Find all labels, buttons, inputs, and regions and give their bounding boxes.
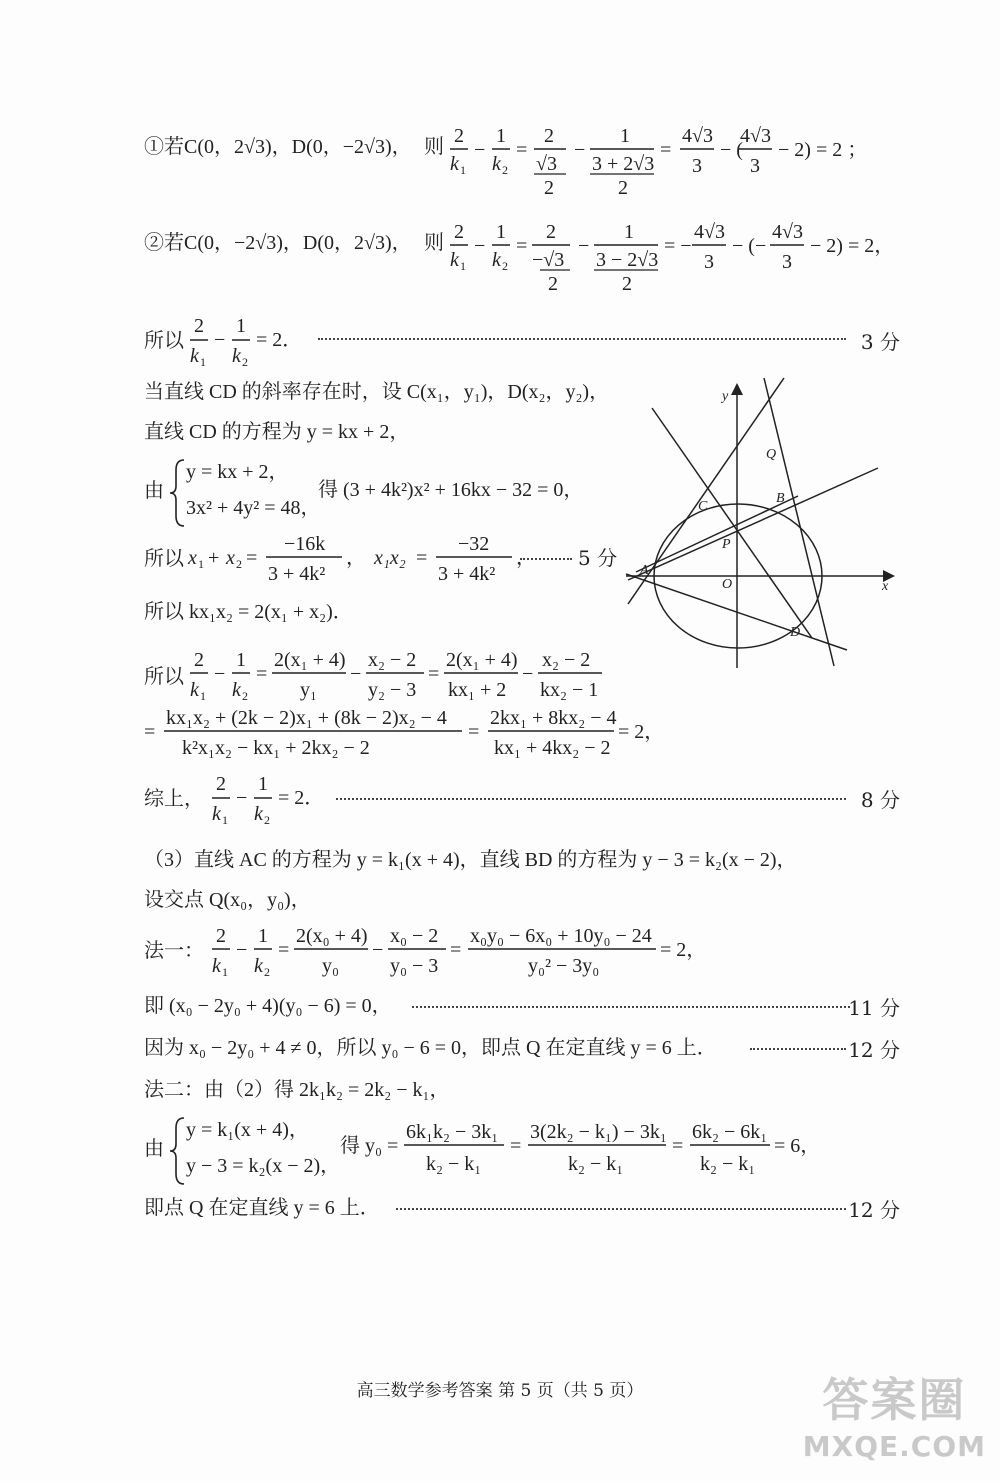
- svg-text:2: 2: [194, 649, 204, 671]
- svg-text:k₂ − k₁: k₂ − k₁: [426, 1153, 482, 1175]
- vieta-score: 5 分: [578, 546, 618, 570]
- label-x: x: [882, 579, 889, 594]
- svg-text:1: 1: [222, 965, 228, 979]
- summary-leader-dots: [336, 798, 846, 800]
- vieta-leader-dots: [520, 558, 572, 560]
- svg-text:得 y₀ =: 得 y₀ =: [340, 1135, 399, 1157]
- slope-exists-text: 当直线 CD 的斜率存在时，设 C(x₁，y₁)，D(x₂，y₂)，: [144, 381, 610, 403]
- svg-text:1: 1: [460, 163, 466, 177]
- svg-text:−: −: [578, 235, 590, 257]
- svg-text:kx₁x₂ + (2k − 2)x₁ + (8k − 2)x: kx₁x₂ + (2k − 2)x₁ + (8k − 2)x₂ − 4: [166, 707, 447, 729]
- svg-text:= 6，: = 6，: [774, 1135, 821, 1157]
- method2-by: 由: [144, 1136, 164, 1160]
- svg-text:=: =: [246, 547, 258, 569]
- method1-formula: [210, 918, 730, 978]
- svg-text:k: k: [254, 955, 263, 977]
- svg-text:− 2) = 2，: − 2) = 2，: [810, 235, 895, 257]
- svg-text:=: =: [144, 721, 156, 743]
- svg-text:2: 2: [454, 221, 464, 243]
- method1-because-dots: [750, 1048, 846, 1050]
- svg-text:= 2．: = 2．: [256, 329, 303, 351]
- compute-line1: [188, 642, 608, 702]
- method2-brace: [168, 1116, 188, 1186]
- svg-text:=: =: [416, 547, 428, 569]
- summary-score: 8 分: [860, 788, 900, 812]
- label-y: y: [722, 389, 729, 404]
- svg-text:2: 2: [194, 315, 204, 337]
- svg-text:x: x: [188, 547, 197, 569]
- svg-text:x₂ − 2: x₂ − 2: [368, 649, 417, 671]
- svg-text:1: 1: [258, 773, 268, 795]
- svg-text:=: =: [428, 663, 440, 685]
- page-footer: 高三数学参考答案 第 5 页（共 5 页）: [356, 1381, 644, 1401]
- case2-then: 则: [424, 230, 445, 254]
- so1-leader-dots: [318, 338, 846, 340]
- svg-text:−16k: −16k: [284, 533, 326, 555]
- svg-text:−: −: [350, 663, 362, 685]
- svg-text:2: 2: [544, 125, 554, 147]
- svg-text:2: 2: [242, 355, 248, 369]
- svg-text:2: 2: [544, 177, 554, 199]
- svg-text:−: −: [574, 139, 586, 161]
- method1-factor-score: 11 分: [848, 996, 900, 1020]
- svg-text:k: k: [492, 249, 501, 271]
- svg-text:k: k: [232, 679, 241, 701]
- svg-text:，: ，: [346, 547, 366, 569]
- site-watermark: [803, 1364, 986, 1463]
- svg-text:1: 1: [258, 925, 268, 947]
- svg-text:−: −: [236, 787, 248, 809]
- svg-text:2: 2: [546, 221, 556, 243]
- svg-text:1: 1: [624, 221, 634, 243]
- method2-label: 法二：由（2）得 2k₁k₂ = 2k₂ − k₁，: [144, 1079, 450, 1101]
- svg-text:=: =: [510, 1135, 522, 1157]
- svg-text:= −: = −: [664, 235, 692, 257]
- case1-formula: [448, 118, 888, 198]
- svg-text:3 − 2√3: 3 − 2√3: [596, 249, 659, 271]
- method1-factor: 即 (x₀ − 2y₀ + 4)(y₀ − 6) = 0，: [144, 995, 392, 1017]
- svg-text:k: k: [232, 345, 241, 367]
- svg-text:1: 1: [620, 125, 630, 147]
- part3-line2: 设交点 Q(x₀，y₀)，: [144, 889, 311, 911]
- svg-text:3: 3: [704, 251, 714, 273]
- svg-text:2: 2: [454, 125, 464, 147]
- case1-points: C(0，2√3)，D(0，−2√3)，: [184, 136, 412, 158]
- svg-text:+: +: [208, 547, 220, 569]
- svg-text:6k₁k₂ − 3k₁: 6k₁k₂ − 3k₁: [406, 1121, 499, 1143]
- svg-text:=: =: [516, 139, 528, 161]
- watermark-url: MXQE.COM: [802, 1430, 986, 1463]
- svg-text:，: ，: [516, 547, 536, 569]
- svg-text:4√3: 4√3: [740, 125, 771, 147]
- label-b: B: [776, 491, 785, 506]
- geometry-figure: [622, 378, 898, 678]
- svg-text:− (−: − (−: [732, 235, 767, 257]
- svg-text:−: −: [522, 663, 534, 685]
- vieta-text: 所以: [144, 546, 184, 570]
- case2-expression: [448, 214, 898, 294]
- svg-text:1: 1: [200, 689, 206, 703]
- label-p: P: [722, 537, 731, 552]
- svg-text:x₁x₂: x₁x₂: [374, 547, 406, 569]
- system1-by: 由: [144, 478, 164, 502]
- svg-text:k: k: [450, 153, 459, 175]
- svg-text:−: −: [372, 939, 384, 961]
- svg-text:k₂ − k₁: k₂ − k₁: [568, 1153, 624, 1175]
- method2-leader-dots: [396, 1208, 846, 1210]
- svg-text:3: 3: [692, 155, 702, 177]
- svg-text:1: 1: [200, 355, 206, 369]
- svg-text:−: −: [236, 939, 248, 961]
- svg-text:2: 2: [502, 163, 508, 177]
- label-d: D: [790, 625, 801, 640]
- case1-line: [144, 132, 444, 161]
- label-q: Q: [766, 447, 777, 462]
- case2-points: C(0，−2√3)，D(0，2√3)，: [184, 232, 412, 254]
- svg-text:1: 1: [460, 259, 466, 273]
- method1-label: 法一：: [144, 938, 204, 962]
- svg-text:2(x₁ + 4): 2(x₁ + 4): [446, 649, 518, 671]
- svg-text:x₀y₀ − 6x₀ + 10y₀ − 24: x₀y₀ − 6x₀ + 10y₀ − 24: [470, 925, 652, 947]
- svg-text:−: −: [474, 139, 486, 161]
- svg-text:3: 3: [750, 155, 760, 177]
- svg-text:k₂ − k₁: k₂ − k₁: [700, 1153, 756, 1175]
- svg-text:1: 1: [222, 813, 228, 827]
- svg-text:k: k: [492, 153, 501, 175]
- svg-text:x: x: [226, 547, 235, 569]
- svg-text:kx₁ + 4kx₂ − 2: kx₁ + 4kx₂ − 2: [494, 737, 611, 759]
- svg-text:y₁: y₁: [300, 679, 317, 701]
- method2-conclusion: 即点 Q 在定直线 y = 6 上．: [144, 1197, 380, 1219]
- svg-text:=: =: [278, 939, 290, 961]
- svg-text:k: k: [254, 803, 263, 825]
- svg-text:k: k: [212, 803, 221, 825]
- part3-line1: （3）直线 AC 的方程为 y = k₁(x + 4)，直线 BD 的方程为 y − 3 = k₂(x − 2)，: [144, 849, 797, 871]
- label-a: A: [640, 563, 649, 578]
- svg-text:k: k: [212, 955, 221, 977]
- svg-text:4√3: 4√3: [694, 221, 725, 243]
- svg-text:2(x₁ + 4): 2(x₁ + 4): [274, 649, 346, 671]
- compute-line2: [144, 700, 664, 760]
- svg-text:4√3: 4√3: [772, 221, 803, 243]
- svg-text:1: 1: [496, 125, 506, 147]
- system1-eq1: y = kx + 2，: [186, 461, 289, 483]
- method2-eq1: y = k₁(x + 4)，: [186, 1119, 309, 1141]
- line-bd: [764, 378, 834, 666]
- line-cd-text: 直线 CD 的方程为 y = kx + 2，: [144, 421, 410, 443]
- system1-result: 得 (3 + 4k²)x² + 16kx − 32 = 0，: [318, 479, 584, 501]
- method1-because-score: 12 分: [848, 1038, 900, 1062]
- svg-text:3 + 4k²: 3 + 4k²: [438, 563, 496, 585]
- method2-eq2: y − 3 = k₂(x − 2)，: [186, 1155, 341, 1177]
- svg-text:2: 2: [548, 273, 558, 295]
- svg-text:2: 2: [264, 813, 270, 827]
- svg-text:2: 2: [622, 273, 632, 295]
- system1-eq2: 3x² + 4y² = 48，: [186, 497, 321, 519]
- svg-text:=: =: [660, 139, 672, 161]
- svg-text:= 2，: = 2，: [660, 939, 707, 961]
- svg-text:2: 2: [618, 177, 628, 199]
- line-cd: [652, 408, 812, 638]
- method1-because: 因为 x₀ − 2y₀ + 4 ≠ 0，所以 y₀ − 6 = 0，即点 Q 在定直线 y = 6 上．: [144, 1037, 717, 1059]
- svg-text:− (: − (: [720, 139, 743, 161]
- svg-text:2kx₁ + 8kx₂ − 4: 2kx₁ + 8kx₂ − 4: [490, 707, 617, 729]
- svg-text:x₀ − 2: x₀ − 2: [390, 925, 439, 947]
- svg-text:3(2k₂ − k₁) − 3k₁: 3(2k₂ − k₁) − 3k₁: [530, 1121, 667, 1143]
- case2-formula: [448, 214, 898, 294]
- so1-text: 所以: [144, 328, 184, 352]
- svg-text:−: −: [214, 329, 226, 351]
- svg-text:k: k: [190, 345, 199, 367]
- case2-line: [144, 228, 444, 257]
- compute-text: 所以: [144, 664, 184, 688]
- svg-text:2(x₀ + 4): 2(x₀ + 4): [296, 925, 368, 947]
- svg-text:= 2，: = 2，: [618, 721, 665, 743]
- svg-text:3: 3: [782, 251, 792, 273]
- svg-text:2: 2: [502, 259, 508, 273]
- svg-text:y₀² − 3y₀: y₀² − 3y₀: [528, 955, 600, 977]
- svg-text:kx₁ + 2: kx₁ + 2: [448, 679, 507, 701]
- line-ap: [628, 468, 878, 580]
- kx1x2-text: 所以 kx₁x₂ = 2(x₁ + x₂)．: [144, 601, 353, 623]
- method2-score: 12 分: [848, 1198, 900, 1222]
- svg-text:=: =: [672, 1135, 684, 1157]
- svg-text:−32: −32: [458, 533, 490, 555]
- svg-text:2: 2: [216, 925, 226, 947]
- svg-text:=: =: [516, 235, 528, 257]
- svg-text:y₀ − 3: y₀ − 3: [390, 955, 439, 977]
- svg-text:−: −: [214, 663, 226, 685]
- svg-text:2: 2: [216, 773, 226, 795]
- line-ab: [636, 496, 798, 572]
- svg-text:− 2) = 2 ；: − 2) = 2 ；: [778, 139, 868, 161]
- svg-text:kx₂ − 1: kx₂ − 1: [540, 679, 599, 701]
- svg-text:1: 1: [198, 557, 204, 571]
- watermark-logo-text: 答案圈: [822, 1373, 967, 1427]
- so1-score: 3 分: [860, 330, 900, 354]
- case2-prefix: ②若: [144, 230, 184, 254]
- svg-text:k: k: [450, 249, 459, 271]
- svg-text:√3: √3: [536, 153, 557, 175]
- svg-text:−√3: −√3: [532, 249, 565, 271]
- system1-brace: [168, 458, 188, 528]
- so1-formula: [188, 310, 303, 370]
- svg-text:4√3: 4√3: [682, 125, 713, 147]
- case1-then: 则: [424, 134, 445, 158]
- svg-text:2: 2: [236, 557, 242, 571]
- svg-text:x₂ − 2: x₂ − 2: [542, 649, 591, 671]
- svg-text:=: =: [450, 939, 462, 961]
- case1-expression: [448, 118, 888, 198]
- svg-text:=: =: [468, 721, 480, 743]
- svg-text:3 + 2√3: 3 + 2√3: [592, 153, 655, 175]
- label-c: C: [698, 499, 708, 514]
- svg-text:y₂ − 3: y₂ − 3: [368, 679, 417, 701]
- svg-text:=: =: [256, 663, 268, 685]
- svg-text:1: 1: [236, 315, 246, 337]
- svg-text:2: 2: [242, 689, 248, 703]
- method2-result: [340, 1114, 820, 1178]
- svg-text:1: 1: [496, 221, 506, 243]
- svg-text:6k₂ − 6k₁: 6k₂ − 6k₁: [692, 1121, 768, 1143]
- svg-text:2: 2: [264, 965, 270, 979]
- svg-text:1: 1: [236, 649, 246, 671]
- summary-text: 综上，: [144, 786, 204, 810]
- svg-text:y₀: y₀: [322, 955, 339, 977]
- svg-text:= 2．: = 2．: [278, 787, 325, 809]
- svg-text:k: k: [190, 679, 199, 701]
- label-o: O: [722, 577, 733, 592]
- svg-text:k²x₁x₂ − kx₁ + 2kx₂ − 2: k²x₁x₂ − kx₁ + 2kx₂ − 2: [182, 737, 370, 759]
- svg-text:−: −: [474, 235, 486, 257]
- svg-text:3 + 4k²: 3 + 4k²: [268, 563, 326, 585]
- method1-factor-dots: [412, 1006, 850, 1008]
- summary-formula: [210, 768, 325, 828]
- case1-prefix: ①若: [144, 134, 184, 158]
